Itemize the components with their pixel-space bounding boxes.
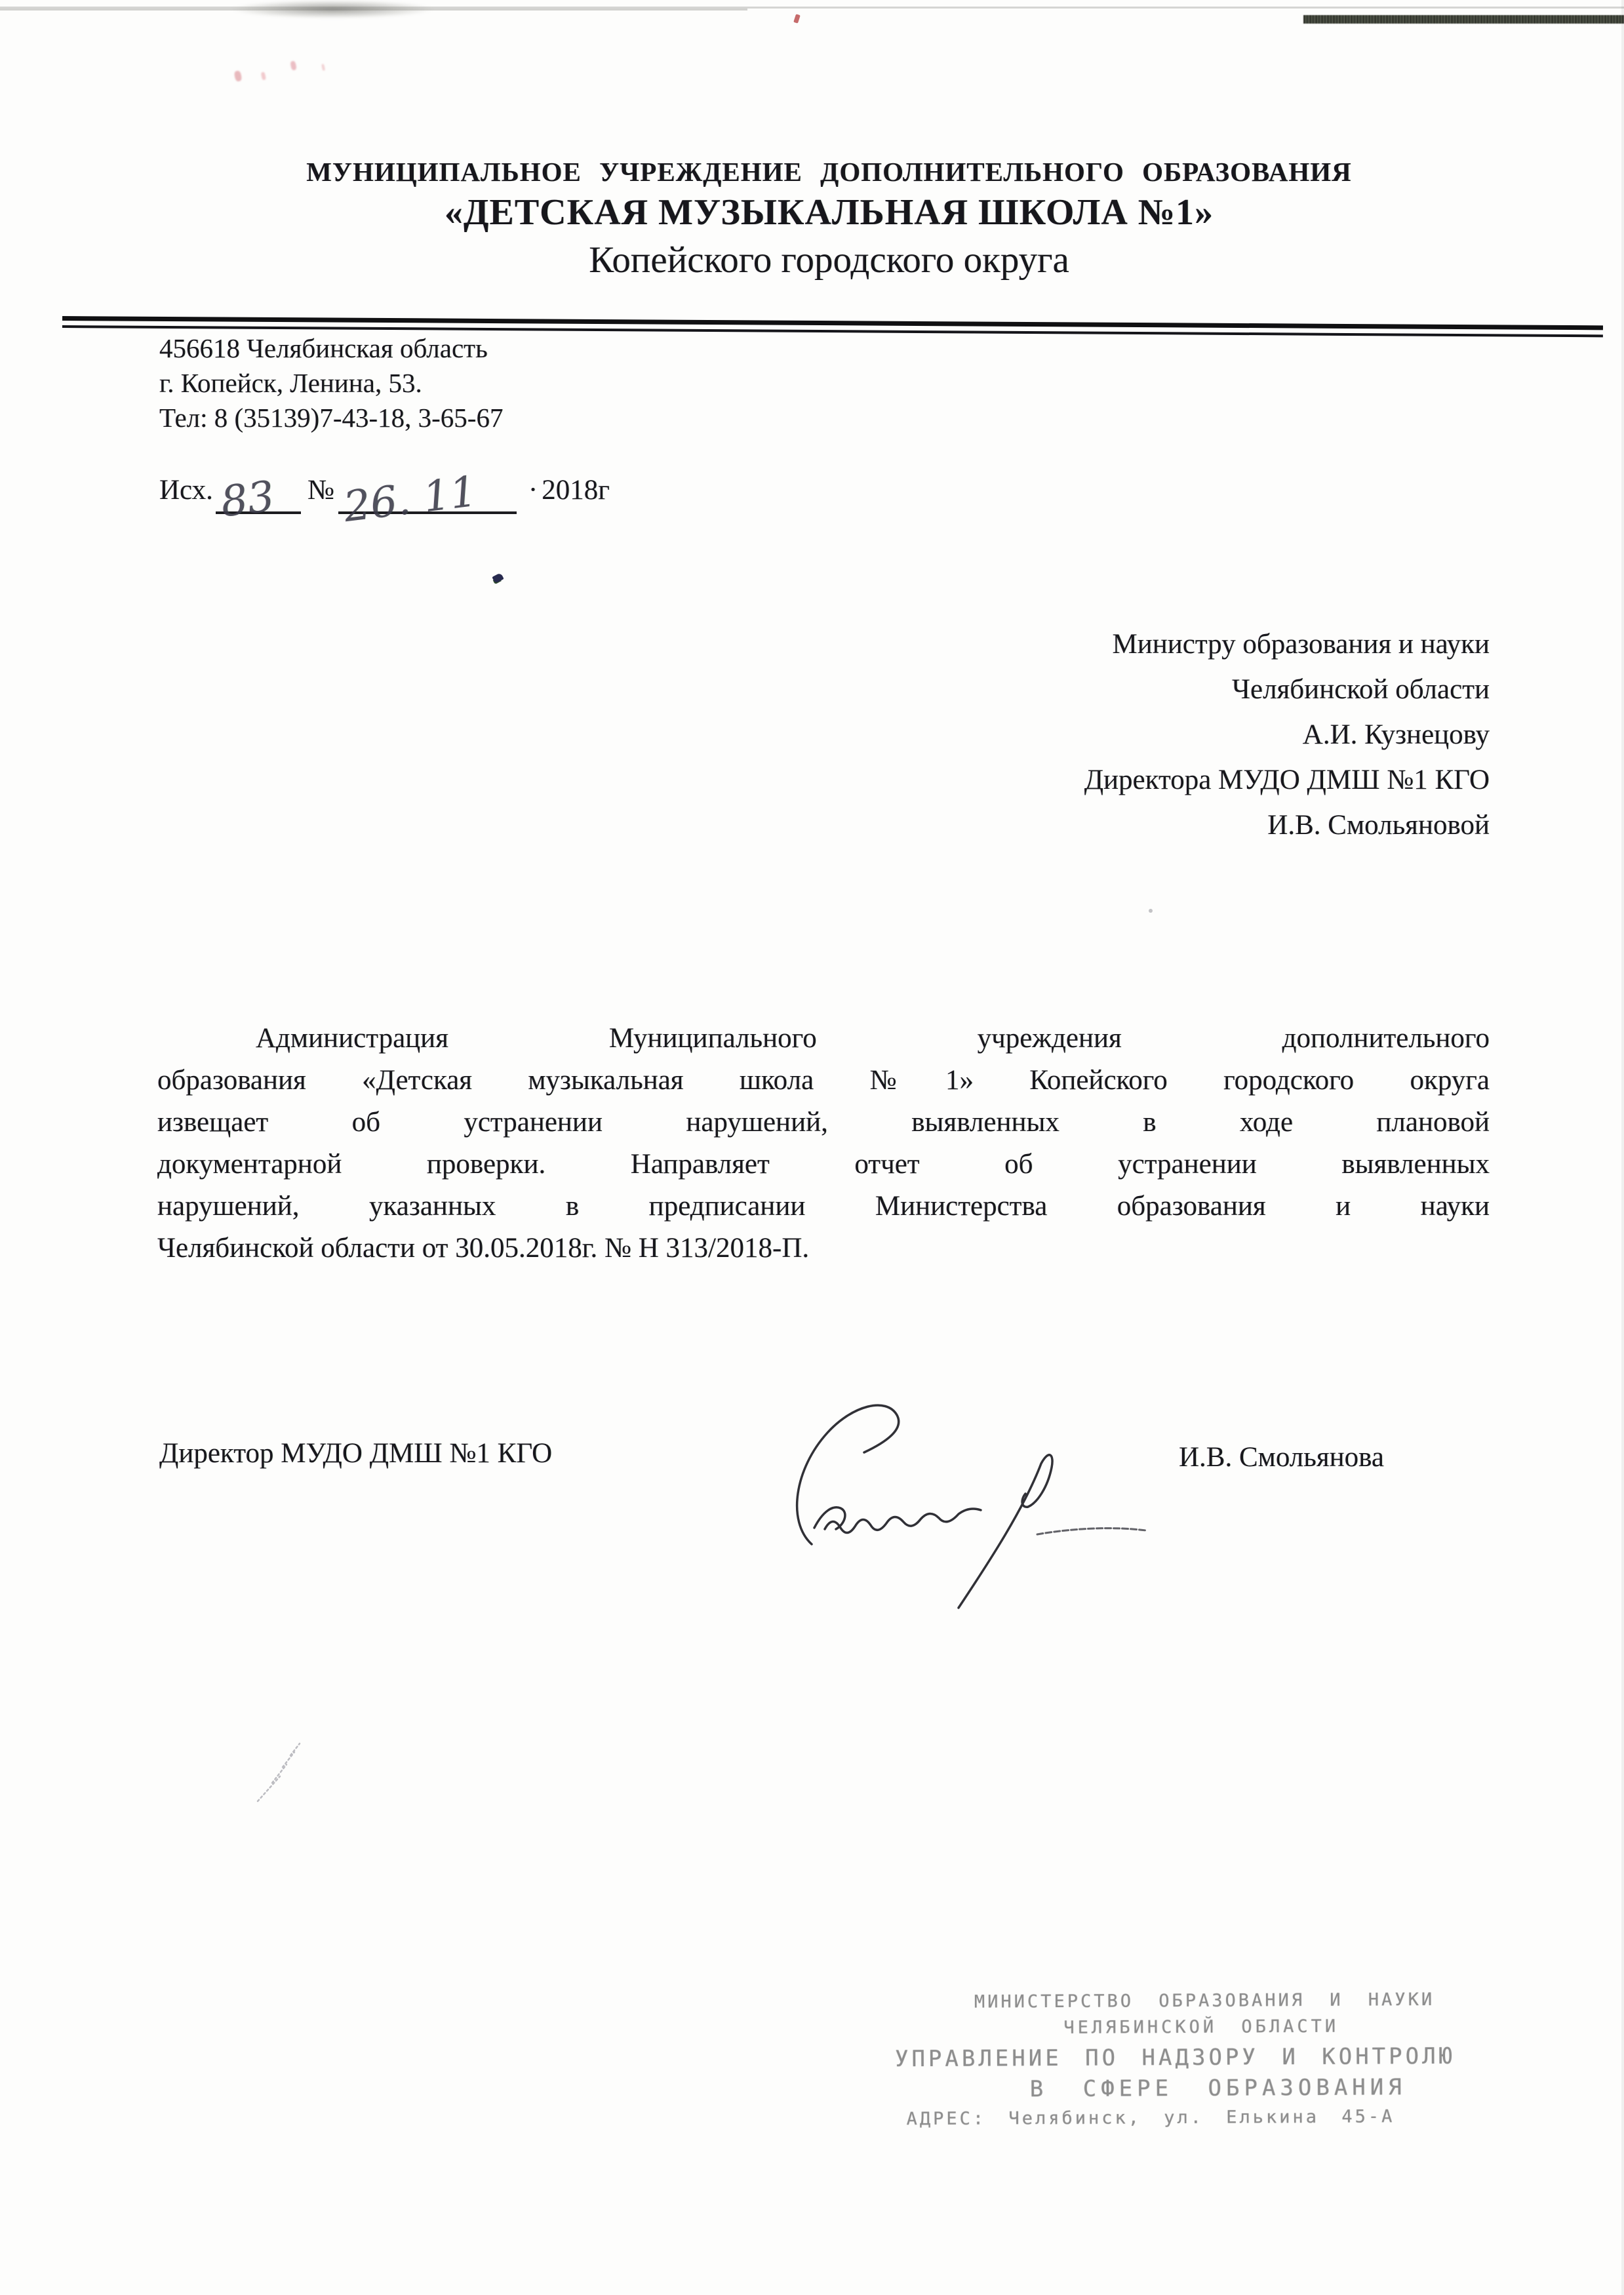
ref-year: 2018г [542,475,610,506]
contact-block [159,331,503,435]
recipient-line: Директора МУДО ДМШ №1 КГО [1084,765,1490,795]
street-address-line: г. Копейск, Ленина, 53. [159,368,422,398]
org-type-line: МУНИЦИПАЛЬНОЕ УЧРЕЖДЕНИЕ ДОПОЛНИТЕЛЬНОГО ОБРАЗОВАНИЯ [306,157,1352,187]
letterhead [17,156,1624,281]
body-line: образования «Детская музыкальная школа №1» Копейского городского округа [157,1065,1490,1096]
ink-speck-artifact [492,572,504,584]
stamp-line-region: ЧЕЛЯБИНСКОЙ ОБЛАСТИ [1063,2016,1339,2038]
stamp-line-sphere: В СФЕРЕ ОБРАЗОВАНИЯ [1029,2074,1406,2103]
handwritten-ref-date: 26. 11 [341,467,480,532]
dot-separator: · [528,475,538,506]
pink-smudge-artifact [233,70,242,82]
scan-smudge [231,0,434,18]
stamp-line-department: УПРАВЛЕНИЕ ПО НАДЗОРУ И КОНТРОЛЮ [894,2043,1456,2073]
signer-title: Директор МУДО ДМШ №1 КГО [159,1438,553,1469]
handwritten-signature [774,1377,1246,1639]
recipient-line: А.И. Кузнецову [1302,719,1490,750]
red-speck-artifact [793,14,801,24]
recipient-block [1084,622,1490,848]
number-sign: № [307,475,334,506]
handwritten-ref-number: 83 [218,472,277,527]
ref-date-blank [338,467,517,532]
letter-body [157,1018,1490,1269]
ref-number-blank [216,467,301,527]
body-line: Администрация Муниципального учреждения дополнительного [256,1023,1490,1054]
body-line: нарушений, указанных в предписании Министерства образования и науки [157,1191,1490,1222]
org-city-line: Копейского городского округа [589,239,1069,281]
body-line: документарной проверки. Направляет отчет об устранении выявленных [157,1149,1490,1180]
org-name-line: «ДЕТСКАЯ МУЗЫКАЛЬНАЯ ШКОЛА №1» [444,192,1214,233]
body-line: Челябинской области от 30.05.2018г. № Н 313/2018-П. [157,1233,810,1264]
body-line: извещает об устранении нарушений, выявленных в ходе плановой [157,1107,1490,1138]
recipient-line: Министру образования и науки [1112,629,1490,660]
outgoing-ref-line [159,467,610,532]
recipient-line: И.В. Смольяновой [1267,810,1490,841]
stamp-line-address: АДРЕС: Челябинск, ул. Елькина 45-А [906,2106,1395,2130]
pencil-scribble-artifact [246,1734,311,1806]
signer-name: И.В. Смольянова [1179,1442,1384,1473]
postal-address-line: 456618 Челябинская область [159,333,488,363]
recipient-line: Челябинской области [1232,674,1490,705]
stamp-line-ministry: МИНИСТЕРСТВО ОБРАЗОВАНИЯ И НАУКИ [974,1989,1435,2012]
phone-line: Тел: 8 (35139)7-43-18, 3-65-67 [159,403,504,433]
scan-stripe-artifact [1303,15,1624,24]
small-speck-artifact [1149,909,1153,913]
ministry-stamp [875,1989,1488,2130]
scan-right-edge-shade [1621,0,1624,2295]
ref-label: Исх. [159,475,213,506]
